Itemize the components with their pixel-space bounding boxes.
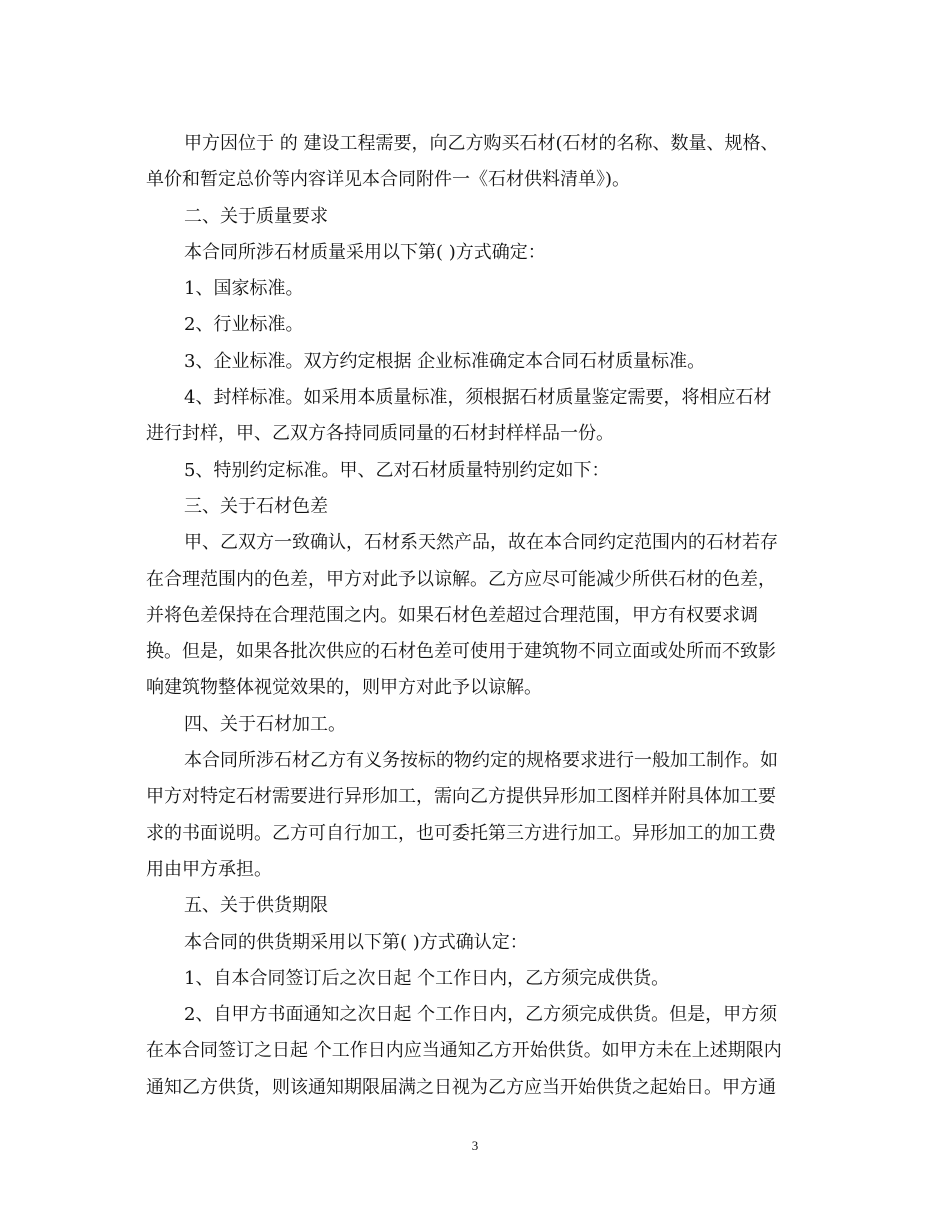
text-line: 甲方对特定石材需要进行异形加工，需向乙方提供异形加工图样并附具体加工要	[146, 786, 776, 808]
text-line: 求的书面说明。乙方可自行加工，也可委托第三方进行加工。异形加工的加工费	[146, 822, 776, 844]
text-line: 换。但是，如果各批次供应的石材色差可使用于建筑物不同立面或处所而不致影	[146, 641, 776, 663]
list-item: 2、行业标准。	[184, 314, 304, 336]
text-line: 单价和暂定总价等内容详见本合同附件一《石材供料清单》)。	[146, 169, 631, 191]
page-number: 3	[471, 1138, 479, 1153]
list-item: 1、国家标准。	[184, 278, 304, 300]
text-line: 进行封样，甲、乙双方各持同质同量的石材封样样品一份。	[146, 423, 614, 445]
list-item: 5、特别约定标准。甲、乙对石材质量特别约定如下：	[184, 459, 610, 481]
text-line: 用由甲方承担。	[146, 858, 272, 880]
section-heading-quality: 二、关于质量要求	[184, 205, 328, 227]
contract-body	[146, 126, 810, 1106]
text-line: 本合同的供货期采用以下第( )方式确认定：	[184, 931, 528, 953]
section-heading-supply-period: 五、关于供货期限	[184, 895, 328, 917]
text-line: 通知乙方供货，则该通知期限届满之日视为乙方应当开始供货之起始日。甲方通	[146, 1076, 776, 1098]
list-item: 4、封样标准。如采用本质量标准，须根据石材质量鉴定需要，将相应石材	[184, 387, 772, 409]
text-line: 甲方因位于 的 建设工程需要，向乙方购买石材(石材的名称、数量、规格、	[184, 133, 779, 154]
text-line: 响建筑物整体视觉效果的，则甲方对此予以谅解。	[146, 677, 542, 699]
section-heading-color: 三、关于石材色差	[184, 495, 328, 517]
text-line: 并将色差保持在合理范围之内。如果石材色差超过合理范围，甲方有权要求调	[146, 604, 758, 626]
text-line: 在本合同签订之日起 个工作日内应当通知乙方开始供货。如甲方未在上述期限内	[146, 1040, 782, 1062]
text-line: 本合同所涉石材质量采用以下第( )方式确定：	[184, 241, 546, 263]
list-item: 1、自本合同签订后之次日起 个工作日内，乙方须完成供货。	[184, 967, 670, 989]
list-item: 2、自甲方书面通知之次日起 个工作日内，乙方须完成供货。但是，甲方须	[184, 1004, 778, 1026]
list-item: 3、企业标准。双方约定根据 企业标准确定本合同石材质量标准。	[184, 350, 706, 372]
text-line: 本合同所涉石材乙方有义务按标的物约定的规格要求进行一般加工制作。如	[184, 750, 778, 772]
text-line: 在合理范围内的色差，甲方对此予以谅解。乙方应尽可能减少所供石材的色差，	[146, 568, 776, 590]
section-heading-processing: 四、关于石材加工。	[184, 713, 346, 735]
text-line: 甲、乙双方一致确认，石材系天然产品，故在本合同约定范围内的石材若存	[184, 532, 778, 554]
